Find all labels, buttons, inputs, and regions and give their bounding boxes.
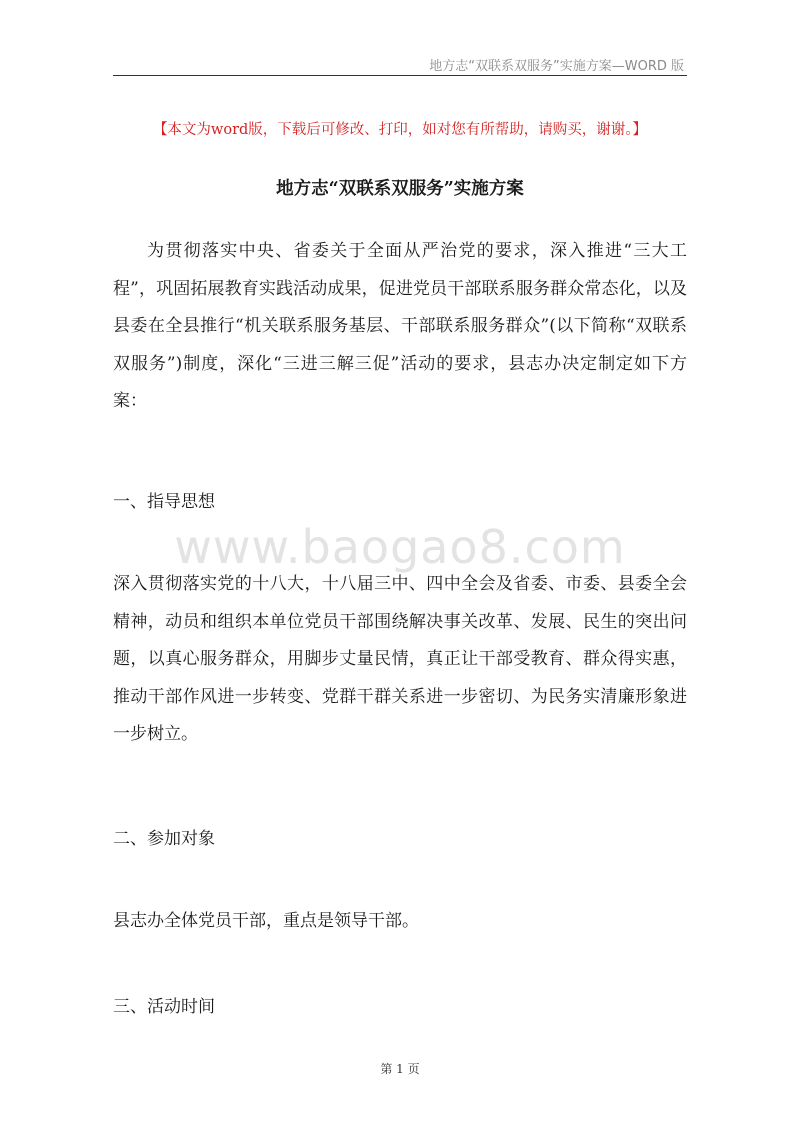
running-header: 地方志“双联系双服务”实施方案—WORD 版 bbox=[429, 59, 684, 74]
intro-paragraph: 为贯彻落实中央、省委关于全面从严治党的要求，深入推进“三大工程”，巩固拓展教育实践活动成果，促进党员干部联系服务群众常态化，以及县委在全县推行“机关联系服务基层、干部联系服务群众”(以下简称“双联系双服务”)制度，深化“三进三解三促”活动的要求，县志办决定制定如下方案： bbox=[113, 241, 687, 411]
section-heading-participants: 二、参加对象 bbox=[113, 829, 215, 849]
section-body-participants: 县志办全体党员干部，重点是领导干部。 bbox=[113, 911, 419, 931]
section-heading-activity-time: 三、活动时间 bbox=[113, 997, 215, 1017]
document-title: 地方志“双联系双服务”实施方案 bbox=[276, 179, 524, 199]
section-body-guiding-thought: 深入贯彻落实党的十八大，十八届三中、四中全会及省委、市委、县委全会精神，动员和组织本单位党员干部围绕解决事关改革、发展、民生的突出问题，以真心服务群众，用脚步丈量民情，真正让干部受教育、群众得实惠，推动干部作风进一步转变、党群干群关系进一步密切、为民务实清廉形象进一步树立。 bbox=[113, 574, 687, 744]
section-heading-guiding-thought: 一、指导思想 bbox=[113, 492, 215, 512]
purchase-notice: 【本文为word版，下载后可修改、打印，如对您有所帮助，请购买，谢谢。】 bbox=[152, 122, 648, 138]
header-divider bbox=[113, 75, 687, 76]
page-number: 第 1 页 bbox=[380, 1062, 420, 1076]
watermark-text: www.baogao8.com bbox=[174, 520, 626, 574]
